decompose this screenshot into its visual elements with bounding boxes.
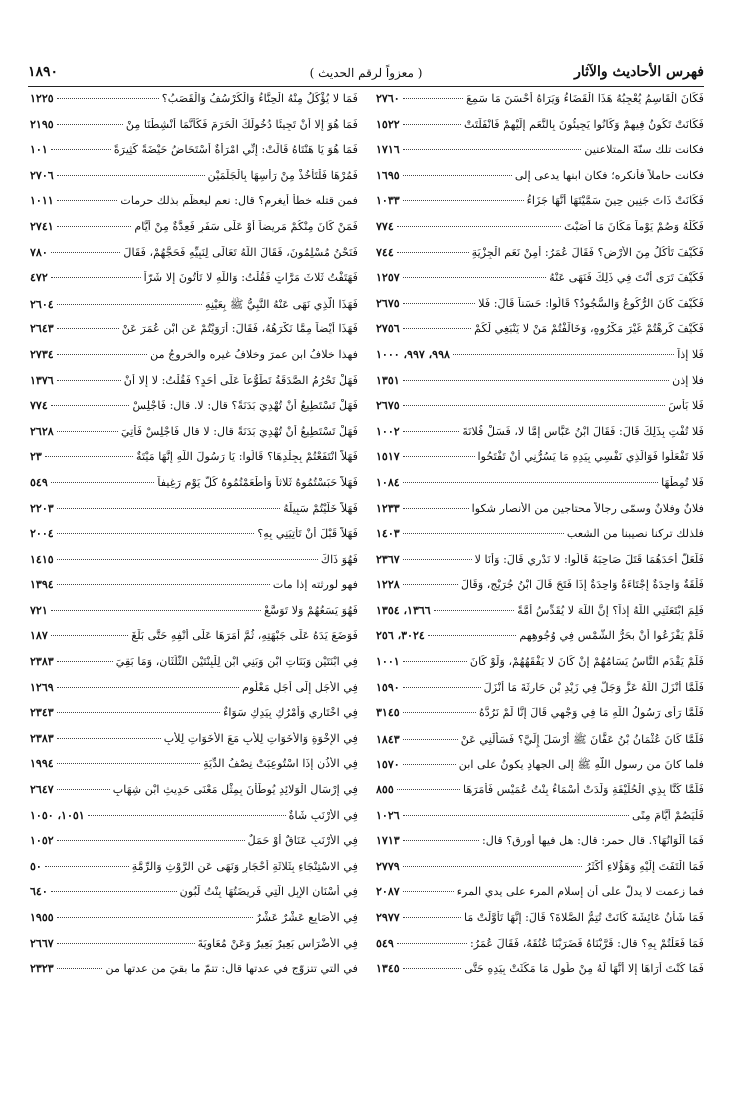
index-entry bbox=[376, 809, 704, 835]
index-entry bbox=[376, 450, 704, 476]
dot-leader bbox=[403, 149, 582, 150]
dot-leader bbox=[57, 763, 200, 764]
index-entry bbox=[30, 348, 358, 374]
dot-leader bbox=[57, 559, 318, 560]
dot-leader bbox=[45, 456, 133, 457]
dot-leader bbox=[51, 482, 155, 483]
dot-leader bbox=[51, 635, 129, 636]
index-entry bbox=[30, 553, 358, 579]
index-entry bbox=[30, 194, 358, 220]
page-number: ١٨٩٠ bbox=[28, 64, 59, 80]
entry-text: فِي ابْنَتَيْنِ وَبَنَاتِ ابْنٍ وَبَنِي ابْنٍ لِلْبِنْتَيْنِ الثُّلُثَانِ، وَمَا بَقِيَ bbox=[115, 655, 358, 669]
index-entry bbox=[30, 911, 358, 937]
index-entry bbox=[376, 374, 704, 400]
entry-text: فَهَتَفْتُ ثَلاثَ مَرَّاتٍ فَقُلْتُ: وَاللَّهِ لا تَأْتُونَ إِلا شَرّاً bbox=[143, 271, 358, 285]
hadith-number: ١٥١٧ bbox=[376, 450, 400, 464]
index-entry bbox=[376, 578, 704, 604]
dot-leader bbox=[403, 687, 481, 688]
index-entry bbox=[376, 322, 704, 348]
entry-text: فهذا خلافُ ابنِ عمرَ وخلافُ غيرِه والخروجُ من bbox=[150, 347, 358, 361]
hadith-number: ٢٠٠٤ bbox=[30, 527, 54, 541]
hadith-number: ٢٦٦٧ bbox=[30, 936, 54, 950]
hadith-number: ١٢٥٧ bbox=[376, 271, 400, 285]
index-entry bbox=[376, 92, 704, 118]
dot-leader bbox=[403, 584, 458, 585]
entry-text: فلذلك تركنا نصيبنا من الشعب bbox=[566, 527, 704, 541]
hadith-number: ١٨٤٣ bbox=[376, 732, 400, 746]
page-header bbox=[28, 64, 704, 86]
dot-leader bbox=[403, 840, 479, 841]
hadith-number: ٣١٤٥ bbox=[376, 706, 400, 720]
dot-leader bbox=[57, 687, 239, 688]
hadith-number: ١٠٠٢ bbox=[376, 424, 400, 438]
entry-text: فِي الاسْتِنْجَاءِ بِثَلاثَةِ أَحْجَارٍ وَنَهَى عَنِ الرَّوْثِ وَالرِّمَّةِ bbox=[131, 859, 358, 873]
dot-leader bbox=[403, 456, 475, 457]
hadith-number: ١٠٣٣ bbox=[376, 194, 400, 208]
dot-leader bbox=[403, 559, 472, 560]
hadith-number: ١٠١ bbox=[30, 143, 48, 157]
dot-leader bbox=[397, 943, 467, 944]
dot-leader bbox=[57, 661, 113, 662]
entry-text: فلا إذن bbox=[672, 373, 704, 387]
index-entry bbox=[376, 962, 704, 988]
entry-text: فَلَمَّا كَانَ عُثْمَانُ بْنُ عَفَّانَ ﷺ أَرْسَلَ إِلَيَّ؟ فَسَأَلَنِي عَنْ bbox=[460, 732, 704, 746]
entry-text: فِي إِرْسَالِ الْوَلائِدِ يُوطَأْنَ بِمِثْلِ مَعْنَى حَدِيثِ ابْنِ شِهَابٍ bbox=[112, 783, 358, 797]
index-entry bbox=[376, 834, 704, 860]
dot-leader bbox=[397, 226, 561, 227]
dot-leader bbox=[57, 738, 161, 739]
hadith-number: ٢٦٠٤ bbox=[30, 297, 54, 311]
entry-text: فَكَانَ الْقَاسِمُ يُعْجِبُهُ هَذَا الْقَضَاءُ وَيَرَاهُ أَحْسَنَ مَا سَمِعَ bbox=[466, 92, 704, 105]
index-entry bbox=[376, 246, 704, 272]
index-entry bbox=[376, 604, 704, 630]
hadith-number: ١٠٨٤ bbox=[376, 475, 400, 489]
dot-leader bbox=[403, 815, 629, 816]
dot-leader bbox=[57, 328, 119, 329]
index-entry bbox=[376, 911, 704, 937]
dot-leader bbox=[403, 124, 461, 125]
dot-leader bbox=[403, 891, 454, 892]
hadith-number: ٢٣٢٣ bbox=[30, 962, 54, 976]
entry-text: فَلَمَّا أَنْزَلَ اللَّهُ عَزَّ وَجَلَّ فِي زَيْدِ بْنِ حَارِثَةَ مَا أَنْزَلَ bbox=[483, 680, 704, 694]
index-entry bbox=[376, 655, 704, 681]
entry-text: في التي تتزوّج في عدتها قال: تتمّ ما بقيَ من عدتها من bbox=[105, 962, 358, 976]
entry-text: فَمَنْ كَانَ مِنْكُمْ مَرِيضاً أَوْ عَلَى سَفَرٍ فَعِدَّةٌ مِنْ أَيَّامٍ bbox=[134, 219, 358, 233]
entry-text: فَلَمَّا رَأَى رَسُولُ اللَّهِ مَا فِي وَجْهِي قَالَ إِنَّا لَمْ نَرُدَّهُ bbox=[478, 706, 704, 720]
index-entry bbox=[376, 527, 704, 553]
index-entry bbox=[30, 220, 358, 246]
hadith-number: ١٦٩٥ bbox=[376, 168, 400, 182]
hadith-number: ١٥٧٠ bbox=[376, 758, 400, 772]
index-entry bbox=[30, 143, 358, 169]
hadith-number: ٢٦٤٣ bbox=[30, 322, 54, 336]
index-entry bbox=[376, 629, 704, 655]
dot-leader bbox=[57, 712, 220, 713]
hadith-number: ١٤٠٣ bbox=[376, 527, 400, 541]
index-entry bbox=[376, 860, 704, 886]
entry-text: فَهَلاَّ خَلَّيْتُمْ سَبِيلَهُ bbox=[283, 501, 358, 515]
entry-text: فَلَمَّا كُنَّا بِذِي الْحُلَيْفَةِ وَلَدَتْ أَسْمَاءُ بِنْتُ عُمَيْسٍ فَأَمَرَهَا bbox=[462, 783, 704, 797]
dot-leader bbox=[453, 354, 674, 355]
entry-text: فَهَلاَّ قَبْلَ أَنْ تَأْتِيَنِي بِهِ؟ bbox=[257, 527, 358, 541]
dot-leader bbox=[403, 739, 458, 740]
index-entry bbox=[30, 322, 358, 348]
entry-text: فَمَا هُوَ يَا هَنْتَاهُ قَالَتْ: إِنِّي امْرَأَةٌ أُسْتَحَاضُ حَيْضَةً كَثِيرَةً bbox=[113, 143, 358, 157]
entry-text: فَلَعَلَّ أَحَدَهُمَا قَتَلَ صَاحِبَهُ قَالُوا: لا نَدْرِي قَالَ: وَأَنَا لا bbox=[474, 552, 704, 566]
hadith-number: ٤٧٢ bbox=[30, 271, 48, 285]
hadith-number: ٢٦٧٥ bbox=[376, 296, 400, 310]
hadith-number: ٢٣ bbox=[30, 450, 42, 464]
index-entry bbox=[376, 194, 704, 220]
dot-leader bbox=[57, 354, 147, 355]
hadith-number: ١٩٩٤ bbox=[30, 757, 54, 771]
entry-text: فلما كانَ من رسول اللَّهِ ﷺ إلى الجهادِ يكونُ على ابن bbox=[458, 758, 704, 772]
entry-text: فَمَا أَلْوَانُهَا؟. قال حمر: قال: هل فيها أورق؟ قال: bbox=[482, 834, 704, 848]
hadith-number: ٢٣٤٣ bbox=[30, 706, 54, 720]
dot-leader bbox=[403, 917, 461, 918]
hadith-number: ١٢٢٥ bbox=[30, 92, 54, 105]
dot-leader bbox=[403, 508, 469, 509]
hadith-number: ٢٩٧٧ bbox=[376, 911, 400, 924]
hadith-number: ١٣٤٥ bbox=[376, 962, 400, 976]
hadith-number: ٢٧٥٦ bbox=[376, 322, 400, 336]
hadith-number: ٢٧٣٤ bbox=[30, 347, 54, 361]
dot-leader bbox=[403, 277, 547, 278]
index-entry bbox=[30, 809, 358, 835]
dot-leader bbox=[403, 533, 564, 534]
entry-text: فَهَلْ تَسْتَطِيعُ أَنْ تُهْدِيَ بَدَنَةً؟ قال: لا. قال: فَاجْلِسْ bbox=[132, 399, 358, 413]
entry-text: فَلْقَةٌ وَاحِدَةٌ إِجْتَاءَةٌ وَاحِدَةٌ إِذَا فَتَحَ قَالَ ابْنُ جُرَيْجٍ، وَقَالَ bbox=[460, 578, 704, 592]
hadith-number: ٢٣٨٣ bbox=[30, 731, 54, 745]
index-entry bbox=[30, 527, 358, 553]
hadith-number: ٧٤٤ bbox=[376, 245, 394, 259]
hadith-number: ١٣٧٦ bbox=[30, 373, 54, 387]
index-entry bbox=[376, 399, 704, 425]
entry-text: فِي اخْتَارِي وَأَمْرُكِ بِيَدِكِ سَوَاءٌ bbox=[223, 706, 358, 720]
hadith-number: ١٠٠١ bbox=[376, 655, 400, 669]
dot-leader bbox=[57, 789, 110, 790]
dot-leader bbox=[403, 712, 476, 713]
entry-text: فمن قتله خطأً أيغرم؟ قال: نعم ليعظّم بذلك حرمات bbox=[120, 194, 358, 208]
entry-text: فِي الإِخْوَةِ وَالأَخَوَاتِ لِلأَبِ مَعَ الأَخَوَاتِ لِلأَبِ bbox=[163, 731, 358, 745]
entry-text: فَمَا شَأْنُ عَائِشَةَ كَانَتْ تُتِمُّ الصَّلاةَ؟ قَالَ: إِنَّهَا تَأَوَّلَتْ مَا bbox=[463, 911, 704, 924]
running-title: فهرس الأحاديث والآثار bbox=[574, 64, 704, 80]
dot-leader bbox=[403, 175, 512, 176]
entry-text: فَلِمَ ابْتَعَثَنِي اللَّهُ إِذاً؟ إِنَّ اللَّهَ لا يُقَدِّسُ أُمَّةً bbox=[517, 603, 704, 617]
index-entry bbox=[30, 92, 358, 118]
entry-text: فَكَيْفَ تَرَى أَنْتَ فِي ذَلِكَ فَنَهَى عَنْهُ bbox=[549, 271, 704, 285]
index-entry bbox=[30, 937, 358, 963]
index-entry bbox=[30, 271, 358, 297]
index-entry bbox=[30, 604, 358, 630]
index-entry bbox=[376, 476, 704, 502]
entry-text: فكانت تلك سنّةَ المتلاعنين bbox=[584, 143, 704, 157]
dot-leader bbox=[428, 635, 517, 636]
header-rule bbox=[28, 86, 704, 87]
index-entry bbox=[30, 834, 358, 860]
dot-leader bbox=[403, 968, 462, 969]
dot-leader bbox=[57, 226, 132, 227]
entry-text: فَمَا كُنْتَ أَرَاهَا إِلا أَنَّهَا لَهُ مِنْ طُولِ مَا مَكَثَتْ بِيَدِهِ حَتَّى bbox=[464, 962, 704, 976]
index-entry bbox=[30, 783, 358, 809]
dot-leader bbox=[403, 866, 583, 867]
index-entry bbox=[376, 169, 704, 195]
index-entry bbox=[30, 399, 358, 425]
dot-leader bbox=[57, 943, 195, 944]
index-entry bbox=[30, 962, 358, 988]
index-entry bbox=[30, 297, 358, 323]
index-entry bbox=[30, 246, 358, 272]
hadith-number: ٢٦٢٨ bbox=[30, 424, 54, 438]
entry-text: فَلَمْ يَقْدَمِ النَّاسُ يَسَامُهُمْ إِنْ كَانَ لا يَفْقَهُهُمْ، وَلَوْ كَانَ bbox=[469, 655, 704, 669]
hadith-number: ١٧١٣ bbox=[376, 834, 400, 848]
entry-text: فَلا تُفْتِ بِذَلِكَ قَالَ: فَقَالَ ابْنُ عَبَّاسٍ إِمَّا لا، فَسَلْ فُلانَةَ bbox=[462, 424, 704, 438]
dot-leader bbox=[397, 789, 460, 790]
entry-text: فَنَحْنُ مُسْلِمُونَ، فَقَالَ اللَّهُ تَعَالَى لِنَبِيِّهِ فَحَجَّهُمْ، فَقَالَ bbox=[123, 245, 358, 259]
index-entry bbox=[376, 885, 704, 911]
dot-leader bbox=[397, 252, 469, 253]
entry-text: فما زعمت لا يدلُّ على أن إسلام المرء على يدي المرء bbox=[456, 885, 704, 899]
entry-text: فَلا إِذاً bbox=[677, 347, 704, 361]
entry-text: فِي الأَضْرَاسِ بَعِيرٌ بَعِيرٌ وَعَنْ مُعَاوِيَةَ bbox=[197, 936, 358, 950]
dot-leader bbox=[51, 252, 121, 253]
dot-leader bbox=[57, 431, 118, 432]
index-entry bbox=[30, 374, 358, 400]
dot-leader bbox=[403, 405, 666, 406]
entry-text: فَهَلاَّ انْتَفَعْتُمْ بِجِلْدِهَا؟ قَالُوا: يَا رَسُولَ اللَّهِ إِنَّهَا مَيْتَةٌ bbox=[135, 450, 358, 464]
hadith-number: ٢٧٧٩ bbox=[376, 859, 400, 873]
entry-text: فَلْيَصُمْ أَيَّامَ مِنًى bbox=[632, 808, 704, 822]
dot-leader bbox=[403, 200, 524, 201]
hadith-number: ٧٢١ bbox=[30, 603, 48, 617]
index-entry bbox=[376, 706, 704, 732]
dot-leader bbox=[57, 304, 202, 305]
entry-text: فِي أَسْنَانِ الإِبِلِ الَّتِي فَرِيضَتُهَا بِنْتُ لَبُونٍ bbox=[179, 885, 358, 899]
index-entry bbox=[30, 681, 358, 707]
entry-text: فَمَا هُوَ إِلا أَنْ تَجِيئَا دُخُولَكَ الْحَرَمَ فَكَأَنَّمَا أُنْشِطْنَا مِنْ bbox=[125, 117, 358, 131]
entry-text: فَهَلْ تَسْتَطِيعُ أَنْ تُهْدِيَ بَدَنَةً قال: لا قال فَاجْلِسْ فَأُتِيَ bbox=[120, 424, 358, 438]
entry-text: فَهَذَا أَيْضاً مِمَّا نَكْرَهُهُ، فَقَالَ: أَرَوَيْتُمْ عَنِ ابْنِ عُمَرَ عَنْ bbox=[121, 322, 358, 336]
hadith-number: ٥٤٩ bbox=[30, 475, 48, 489]
dot-leader bbox=[57, 917, 253, 918]
entry-text: فَمُرْهَا فَلْتَأْخُذْ مِنْ رَأْسِهَا بِالْجَلَمَيْنِ bbox=[207, 168, 358, 182]
entry-text: فَهُوَ يَسَعُهُمْ وَلا تَوَسَّعْ bbox=[263, 603, 358, 617]
entry-text: فِي الأَرْنَبِ عَنَاقٌ أَوْ حَمَلٌ bbox=[247, 834, 358, 848]
index-entry bbox=[376, 783, 704, 809]
dot-leader bbox=[51, 891, 177, 892]
index-entry bbox=[376, 271, 704, 297]
index-entry bbox=[376, 502, 704, 528]
dot-leader bbox=[57, 508, 280, 509]
index-entry bbox=[376, 118, 704, 144]
entry-text: فلانٌ وفلانٌ وسمّى رجالاً محتاجين من الأنصار شكوا bbox=[471, 501, 704, 515]
hadith-number: ٧٧٤ bbox=[376, 219, 394, 233]
hadith-number: ٢٦٤٧ bbox=[30, 783, 54, 797]
dot-leader bbox=[51, 610, 261, 611]
entry-text: فَكَيْفَ كَانَ الرُّكُوعُ وَالسُّجُودُ؟ قَالُوا: حَسَناً قَالَ: فَلا bbox=[478, 296, 704, 310]
dot-leader bbox=[57, 124, 123, 125]
entry-text: فَكَانَتْ ذَاتَ جَنِينٍ حِينَ سَمَّيْتَهَا أَنَّهَا جَزَاءُ bbox=[526, 194, 704, 208]
dot-leader bbox=[403, 431, 460, 432]
index-entry bbox=[30, 706, 358, 732]
hadith-number: ٧٨٠ bbox=[30, 245, 48, 259]
dot-leader bbox=[57, 533, 255, 534]
index-entry bbox=[30, 169, 358, 195]
index-entry bbox=[376, 297, 704, 323]
hadith-number: ٢٦٧٥ bbox=[376, 399, 400, 413]
hadith-number: ١٣٥١ bbox=[376, 373, 400, 387]
index-entry bbox=[376, 732, 704, 758]
hadith-number: ٢٣٦٧ bbox=[376, 552, 400, 566]
hadith-number: ٢٧٤١ bbox=[30, 219, 54, 233]
hadith-number: ١٤١٥ bbox=[30, 552, 54, 566]
hadith-number: ١٣٩٤ bbox=[30, 578, 54, 592]
entry-text: فَوَضَعَ يَدَهُ عَلَى جَبْهَتِهِ، ثُمَّ أَمَرَهَا عَلَى أَنْفِهِ حَتَّى بَلَغَ bbox=[131, 629, 358, 643]
hadith-number: ٨٥٥ bbox=[376, 783, 394, 797]
dot-leader bbox=[57, 584, 270, 585]
index-column-right bbox=[376, 92, 704, 1092]
index-entry bbox=[376, 220, 704, 246]
entry-text: فهو لورثته إذا مات bbox=[272, 578, 358, 592]
index-entry bbox=[30, 450, 358, 476]
entry-text: فَمَا لا يُؤْكَلُ مِنْهُ الْحِنَّاءُ وَالْكُرْسُفُ وَالْقَصَبُ؟ bbox=[161, 92, 358, 105]
hadith-number: ١٥٢٢ bbox=[376, 117, 400, 131]
index-entry bbox=[376, 681, 704, 707]
index-entry bbox=[30, 502, 358, 528]
entry-text: فَلا تُمِطْهَا bbox=[661, 475, 704, 489]
dot-leader bbox=[57, 840, 245, 841]
index-entry bbox=[30, 757, 358, 783]
hadith-number: ٥٤٩ bbox=[376, 936, 394, 950]
index-entry bbox=[376, 348, 704, 374]
dot-leader bbox=[57, 175, 205, 176]
index-entry bbox=[376, 553, 704, 579]
dot-leader bbox=[51, 149, 111, 150]
hadith-number: ١٥٩٠ bbox=[376, 680, 400, 694]
hadith-number: ٣٠٢٤، ٢٥٦ bbox=[376, 629, 425, 643]
index-entry bbox=[376, 143, 704, 169]
hadith-number: ٢٠٨٧ bbox=[376, 885, 400, 899]
dot-leader bbox=[403, 482, 658, 483]
dot-leader bbox=[51, 405, 130, 406]
entry-text: فَكَيْفَ كَرِهْتُمْ غَيْرَ مَكْرُوهٍ، وَخَالَفْتُمْ مَنْ لا يَنْبَغِي لَكُمْ bbox=[474, 322, 704, 336]
dot-leader bbox=[51, 277, 141, 278]
hadith-number: ١٨٧ bbox=[30, 629, 48, 643]
entry-text: فَلا تَفْعَلُوا فَوَالَّذِي نَفْسِي بِيَدِهِ مَا يَسُرُّنِي أَنْ تَفْتَحُوا bbox=[477, 450, 704, 464]
hadith-number: ١٣٦٦، ١٣٥٤ bbox=[376, 603, 431, 617]
dot-leader bbox=[57, 968, 103, 969]
dot-leader bbox=[403, 380, 669, 381]
hadith-number: ٢٧٦٠ bbox=[376, 92, 400, 105]
index-column-left bbox=[30, 92, 358, 1092]
dot-leader bbox=[403, 764, 456, 765]
dot-leader bbox=[434, 610, 515, 611]
dot-leader bbox=[57, 98, 159, 99]
entry-text: فِي الأُذُنِ إِذَا اسْتُوعِبَتْ نِصْفُ الدِّيَةِ bbox=[203, 757, 358, 771]
entry-text: فِي الأَرْنَبِ شَاةٌ bbox=[288, 808, 358, 822]
hadith-number: ٢٣٨٣ bbox=[30, 655, 54, 669]
index-entry bbox=[30, 860, 358, 886]
hadith-number: ١٠١١ bbox=[30, 194, 54, 208]
entry-text: فَكَيْفَ تَأْكُلُ مِنَ الأَرْضِ؟ فَقَالَ عُمَرُ: أَمِنْ نَعَمِ الْجِزْيَةِ bbox=[471, 245, 704, 259]
index-entry bbox=[30, 732, 358, 758]
index-entry bbox=[376, 757, 704, 783]
hadith-number: ٧٧٤ bbox=[30, 399, 48, 413]
index-entry bbox=[376, 937, 704, 963]
entry-text: فَمَا فَعَلْتُمْ بِهِ؟ قال: قَرَّبْنَاهُ فَضَرَبْنَا عُنُقَهُ، فَقَالَ عُمَرُ: bbox=[470, 936, 704, 950]
index-entry bbox=[30, 629, 358, 655]
hadith-number: ٢١٩٥ bbox=[30, 117, 54, 131]
hadith-number: ١٠٥٢ bbox=[30, 834, 54, 848]
dot-leader bbox=[45, 866, 129, 867]
hadith-number: ١٠٥١، ١٠٥٠ bbox=[30, 808, 85, 822]
entry-text: فَكُلْهُ وَصُمْ يَوْماً مَكَانَ مَا أَصَبْتَ bbox=[564, 219, 704, 233]
entry-text: فَهُوَ ذَاكَ bbox=[320, 552, 358, 566]
index-entry bbox=[30, 578, 358, 604]
entry-text: فِي الأَصَابِعِ عَشْرٌ عَشْرٌ bbox=[255, 911, 358, 924]
hadith-number: ٦٤٠ bbox=[30, 885, 48, 899]
index-entry bbox=[30, 655, 358, 681]
dot-leader bbox=[403, 303, 476, 304]
entry-text: فَكَانَتْ تَكُونُ فِيهِمْ وَكَانُوا يَجِيئُونَ بِالنَّعَمِ إِلَيْهِمْ فَانْفَلَتَتْ bbox=[463, 117, 704, 131]
index-entry bbox=[30, 476, 358, 502]
hadith-number: ٢٧٠٦ bbox=[30, 168, 54, 182]
entry-text: فَهَلْ تَحْرُمُ الصَّدَقَةُ تَطَوُّعاً عَلَى أَحَدٍ؟ فَقُلْتُ: لا إِلا أَنْ bbox=[123, 373, 358, 387]
entry-text: فَلَمْ يَفْزَعُوا أَنْ بحَرُّ الشَّمْسِ فِي وُجُوهِهِم bbox=[519, 629, 704, 643]
entry-text: فِي الأَجَلِ إِلَى أَجَلٍ مَعْلُومٍ bbox=[242, 680, 358, 694]
entry-text: فكانت حاملاً فأنكره؛ فكان ابنها يدعى إلى bbox=[514, 168, 704, 182]
index-entry bbox=[30, 885, 358, 911]
index-entry bbox=[30, 118, 358, 144]
hadith-number: ٥٠ bbox=[30, 859, 42, 873]
running-subtitle: ( معزواً لرقم الحديث ) bbox=[309, 66, 423, 80]
hadith-number: ١٢٢٨ bbox=[376, 578, 400, 592]
hadith-number: ١٢٦٩ bbox=[30, 680, 54, 694]
hadith-number: ٩٩٨، ٩٩٧، ١٠٠٠ bbox=[376, 347, 450, 361]
dot-leader bbox=[57, 380, 121, 381]
entry-text: فَهَذَا الَّذِي نَهَى عَنْهُ النَّبِيُّ ﷺ بِعَيْنِهِ bbox=[205, 297, 358, 311]
dot-leader bbox=[57, 200, 118, 201]
hadith-number: ١٩٥٥ bbox=[30, 911, 54, 924]
entry-text: فَمَا الْتَفَتَ إِلَيْهِ وَهَؤُلاءِ أَكْثَرُ bbox=[585, 859, 704, 873]
hadith-number: ١٧١٦ bbox=[376, 143, 400, 157]
hadith-number: ١٢٣٣ bbox=[376, 501, 400, 515]
dot-leader bbox=[403, 98, 463, 99]
hadith-number: ١٠٢٦ bbox=[376, 808, 400, 822]
dot-leader bbox=[403, 661, 467, 662]
dot-leader bbox=[88, 815, 286, 816]
entry-text: فَلا بَأْسَ bbox=[668, 399, 704, 413]
index-entry bbox=[30, 425, 358, 451]
entry-text: فَهَلاَّ حَبَسْتُمُوهُ ثَلاثاً وَأَطْعَمْتُمُوهُ كُلَّ يَوْمٍ رَغِيفاً bbox=[157, 475, 358, 489]
index-entry bbox=[376, 425, 704, 451]
dot-leader bbox=[403, 328, 471, 329]
hadith-number: ٢٢٠٣ bbox=[30, 501, 54, 515]
